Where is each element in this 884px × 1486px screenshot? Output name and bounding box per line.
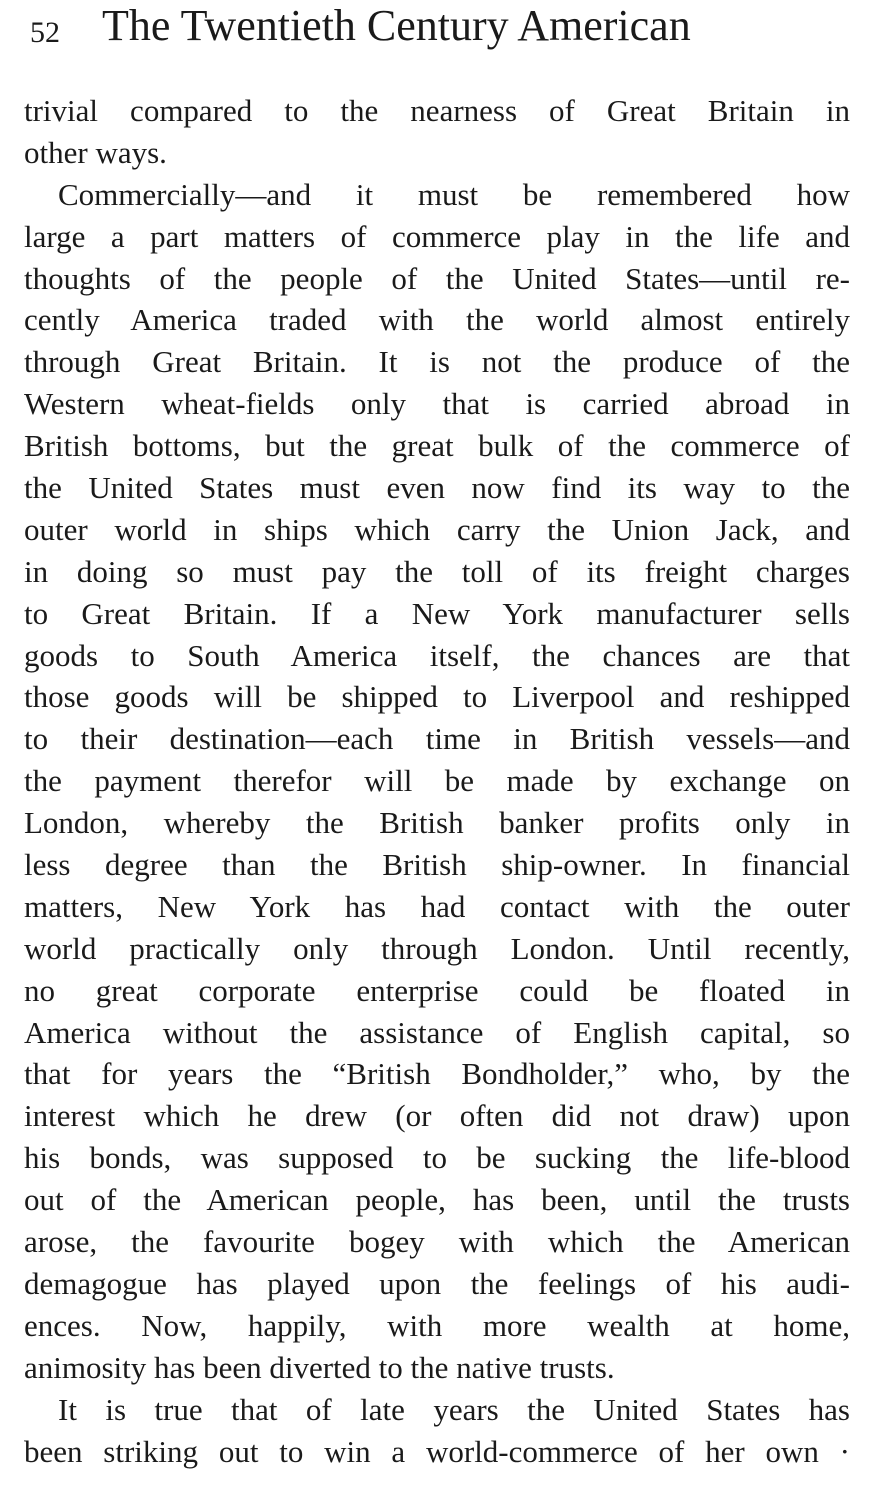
text-line: demagogue has played upon the feelings of his audi- (24, 1265, 850, 1301)
text-line: the United States must even now find its way to the (24, 470, 850, 506)
text-line: animosity has been diverted to the native trusts. (24, 1349, 615, 1385)
running-head (30, 2, 860, 52)
text-line: London, whereby the British banker profits only in (24, 805, 850, 841)
body-text (24, 90, 850, 1472)
text-line: goods to South America itself, the chances are that (24, 637, 850, 673)
text-line: matters, New York has had contact with the outer (24, 888, 850, 924)
text-line: ences. Now, happily, with more wealth at home, (24, 1307, 850, 1343)
page-number: 52 (30, 16, 60, 49)
text-line: America without the assistance of English capital, so (24, 1014, 850, 1050)
text-line: out of the American people, has been, until the trusts (24, 1182, 850, 1218)
text-line: to Great Britain. If a New York manufacturer sells (24, 595, 850, 631)
text-line: other ways. (24, 134, 167, 170)
text-line: the payment therefor will be made by exchange on (24, 763, 850, 799)
text-line: in doing so must pay the toll of its freight charges (24, 553, 850, 589)
text-line: his bonds, was supposed to be sucking the life-blood (24, 1140, 850, 1176)
text-line: Western wheat-fields only that is carried abroad in (24, 386, 850, 422)
text-line: that for years the “British Bondholder,” who, by the (24, 1056, 850, 1092)
text-line: outer world in ships which carry the Union Jack, and (24, 511, 850, 547)
text-line: those goods will be shipped to Liverpool and reshipped (24, 679, 850, 715)
text-line: British bottoms, but the great bulk of the commerce of (24, 428, 850, 464)
text-line: world practically only through London. Until recently, (24, 930, 850, 966)
text-line: large a part matters of commerce play in the life and (24, 218, 850, 254)
text-line: less degree than the British ship-owner. In financial (24, 847, 850, 883)
text-line: thoughts of the people of the United States—until re- (24, 260, 850, 296)
text-line: through Great Britain. It is not the produce of the (24, 344, 850, 380)
running-title: The Twentieth Century American (102, 1, 691, 50)
text-line: been striking out to win a world-commerce of her own · (24, 1433, 850, 1469)
text-line: cently America traded with the world almost entirely (24, 302, 850, 338)
text-line: It is true that of late years the United States has (58, 1391, 850, 1427)
text-line: to their destination—each time in British vessels—and (24, 721, 850, 757)
text-line: interest which he drew (or often did not draw) upon (24, 1098, 850, 1134)
text-line: trivial compared to the nearness of Great Britain in (24, 93, 850, 128)
text-line: arose, the favourite bogey with which the American (24, 1224, 850, 1260)
text-line: Commercially—and it must be remembered how (58, 176, 850, 212)
text-line: no great corporate enterprise could be floated in (24, 972, 850, 1008)
